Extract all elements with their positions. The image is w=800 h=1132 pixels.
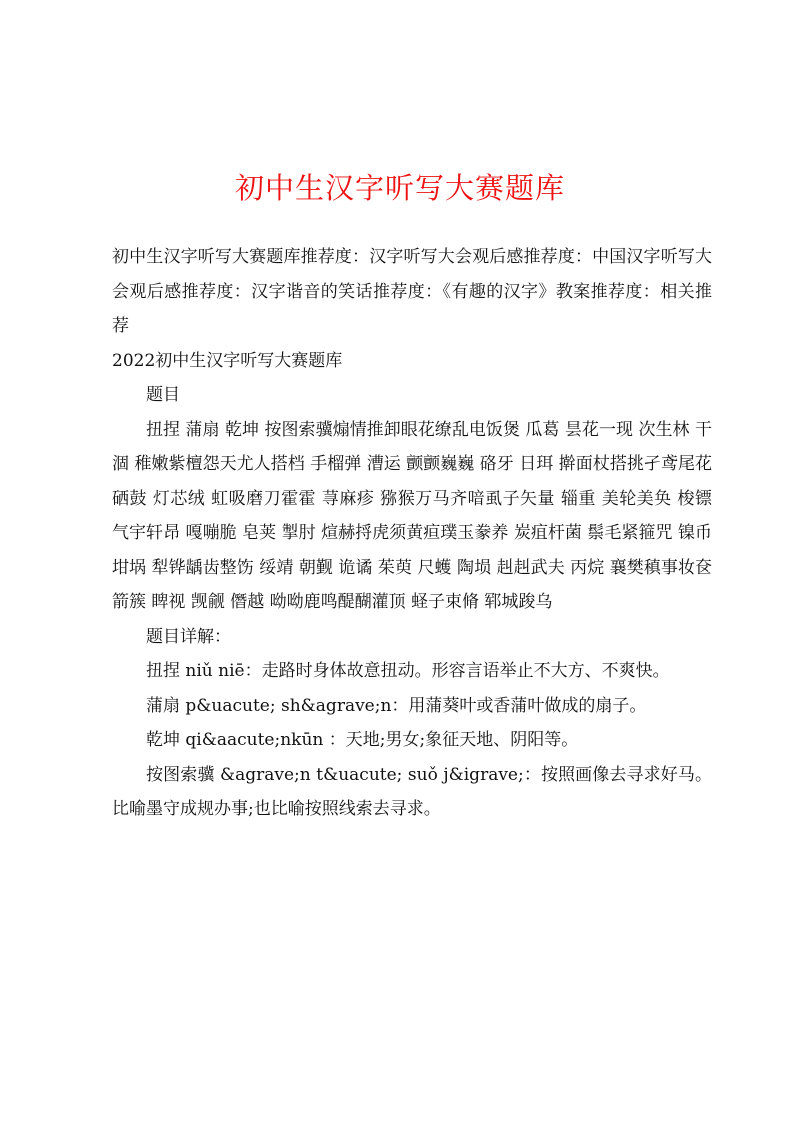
detail-item: 蒲扇 p&uacute; sh&agrave;n：用蒲葵叶或香蒲叶做成的扇子。: [146, 695, 647, 716]
detail-item: 按图索骥 &agrave;n t&uacute; suǒ j&igrave;：按照画像去寻求好马。比喻墨守成规办事;也比喻按照线索去寻求。: [112, 764, 712, 819]
document-title: 初中生汉字听写大赛题库: [234, 171, 565, 205]
details-heading: 题目详解：: [146, 626, 231, 647]
subtitle-paragraph: 2022初中生汉字听写大赛题库: [112, 350, 343, 371]
questions-list-paragraph: 扭捏 蒲扇 乾坤 按图索骥煽情推卸眼花缭乱电饭煲 瓜葛 昙花一现 次生林 干涸 稚嫩紫檀怨天尤人搭档 手榴弹 漕运 颤颤巍巍 硌牙 日珥 擀面杖搭挑孑鸢尾花硒鼓 灯芯绒 虹吸磨刀霍霍 荨麻疹 猕猴万马齐喑虱子矢量 辎重 美轮美奂 梭镖 气宇轩昂 嘎嘣脆 皂荚 掣肘 煊赫捋虎须黄疸璞玉豢养 炭疽杆菌 鬃毛紧箍咒 镍币 坩埚 犁铧龋齿整饬 绥靖 朝觐 诡谲 茱萸 尺蠖 陶埙 赳赳武夫 丙烷 襄樊稹事妆奁箭簇 睥视 觊觎 僭越 呦呦鹿鸣醍醐灌顶 蛏子束脩 郓城踆乌: [112, 419, 712, 612]
document-body: [112, 240, 712, 827]
questions-heading: 题目: [146, 385, 180, 405]
intro-paragraph: 初中生汉字听写大赛题库推荐度：汉字听写大会观后感推荐度：中国汉字听写大会观后感推荐度：汉字谐音的笑话推荐度：《有趣的汉字》教案推荐度：相关推荐: [112, 247, 712, 336]
detail-item: 扭捏 niǔ niē：走路时身体故意扭动。形容言语举止不大方、不爽快。: [146, 661, 670, 681]
detail-item: 乾坤 qi&aacute;nkūn ：天地;男女;象征天地、阴阳等。: [146, 730, 579, 750]
